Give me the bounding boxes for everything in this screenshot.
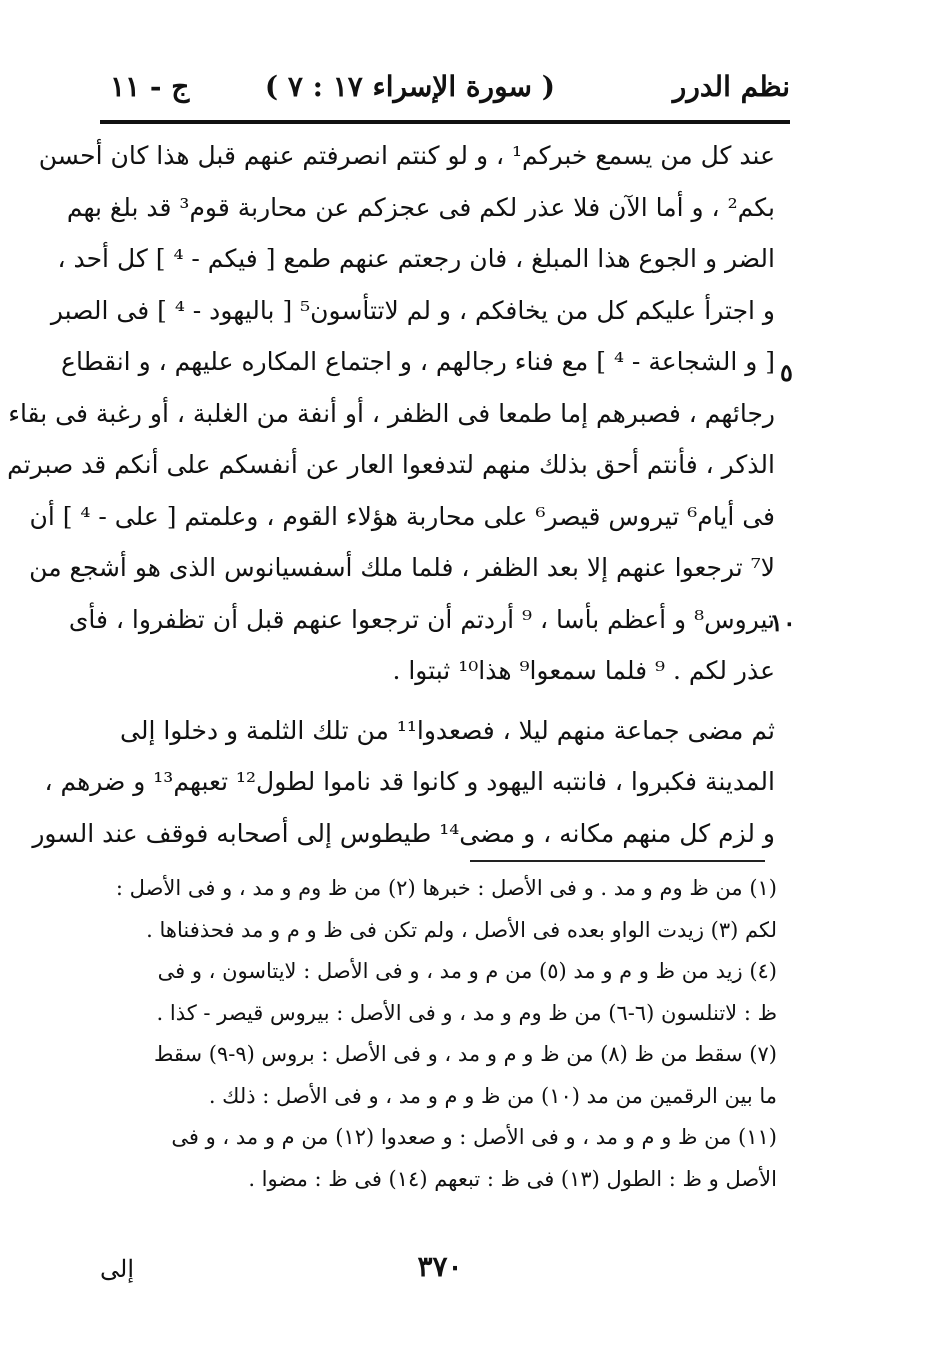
page-number: ٣٧٠ bbox=[417, 1250, 463, 1283]
running-header bbox=[110, 62, 790, 112]
text-line: لا⁷ ترجعوا عنهم إلا بعد الظفر ، فلما ملك أسفسيانوس الذى هو أشجع من bbox=[29, 553, 775, 582]
paragraph-gap bbox=[110, 697, 775, 705]
text-line: عذر لكم . ⁹ فلما سمعوا⁹ هذا¹⁰ ثبتوا . bbox=[392, 656, 775, 685]
book-title: نظم الدرر bbox=[672, 70, 790, 103]
line-number-10: ١٠ bbox=[770, 608, 796, 637]
footnote-line: لكم (٣) زيدت الواو بعده فى الأصل ، ولم تكن فى ظ و م و مد فحذفناها . bbox=[146, 917, 777, 942]
line-number-5: ٥ bbox=[780, 358, 793, 387]
text-line: المدينة فكبروا ، فانتبه اليهود و كانوا قد ناموا لطول¹² تعبهم¹³ و ضرهم ، bbox=[44, 767, 775, 796]
text-line: ثم مضى جماعة منهم ليلا ، فصعدوا¹¹ من تلك الثلمة و دخلوا إلى bbox=[120, 715, 775, 745]
header-rule bbox=[100, 120, 790, 124]
catchword: إلى bbox=[100, 1255, 134, 1283]
footnote-line: (٧) سقط من ظ (٨) من ظ و م و مد ، و فى الأصل : بروس (٩-٩) سقط bbox=[153, 1042, 777, 1066]
text-line: رجائهم ، فصبرهم إما طمعا فى الظفر ، أو أنفة من الغلبة ، أو رغبة فى بقاء bbox=[8, 398, 775, 428]
footnote-rule bbox=[470, 860, 765, 862]
footnote-line: (١) من ظ وم و مد . و فى الأصل : خبرها (٢) من ظ وم و مد ، و فى الأصل : bbox=[115, 876, 777, 900]
text-line: الضر و الجوع هذا المبلغ ، فان رجعتم عنهم طمع [ فيكم - ⁴ ] كل أحد ، bbox=[57, 244, 775, 273]
text-line: فى أيام⁶ تيروس قيصر⁶ على محاربة هؤلاء القوم ، وعلمتم [ على - ⁴ ] أن bbox=[29, 501, 775, 531]
text-line: عند كل من يسمع خبركم¹ ، و لو كنتم انصرفتم عنهم قبل هذا كان أحسن bbox=[38, 141, 775, 170]
text-line: و اجترأ عليكم كل من يخافكم ، و لم لاتتأسون⁵ [ باليهود - ⁴ ] فى الصبر bbox=[50, 295, 775, 325]
footnote-line: (٤) زيد من ظ و م و مد (٥) من م و مد ، و فى الأصل : لايتاسون ، و فى bbox=[157, 959, 777, 983]
footnote-line: ظ : لاتنلسون (٦-٦) من ظ وم و مد ، و فى الأصل : بيروس قيصر - كذا . bbox=[156, 1000, 777, 1025]
surah-reference: ( سورة الإسراء ١٧ : ٧ ) bbox=[264, 70, 555, 103]
volume-number: ج - ١١ bbox=[110, 70, 190, 103]
footnotes bbox=[105, 868, 777, 1200]
footnote-line: الأصل و ظ : الطول (١٣) فى ظ : تبعهم (١٤) فى ظ : مضوا . bbox=[248, 1166, 777, 1191]
main-text bbox=[7, 130, 775, 859]
text-line: [ و الشجاعة - ⁴ ] مع فناء رجالهم ، و اجتماع المكاره عليهم ، و انقطاع bbox=[61, 347, 775, 376]
text-line: الذكر ، فأنتم أحق بذلك منهم لتدفعوا العار عن أنفسكم على أنكم قد صبرتم bbox=[7, 450, 775, 479]
text-line: تيروس⁸ و أعظم بأسا ، ⁹ أردتم أن ترجعوا عنهم قبل أن تظفروا ، فأى bbox=[68, 604, 775, 634]
text-line: و لزم كل منهم مكانه ، و مضى¹⁴ طيطوس إلى أصحابه فوقف عند السور bbox=[32, 818, 775, 848]
footnote-line: ما بين الرقمين من مد (١٠) من ظ و م و مد ، و فى الأصل : ذلك . bbox=[208, 1083, 777, 1108]
footnote-line: (١١) من ظ و م و مد ، و فى الأصل : و صعدوا (١٢) من م و مد ، و فى bbox=[171, 1125, 777, 1149]
text-line: بكم² ، و أما الآن فلا عذر لكم فى عجزكم عن محاربة قوم³ قد بلغ بهم bbox=[66, 192, 775, 222]
